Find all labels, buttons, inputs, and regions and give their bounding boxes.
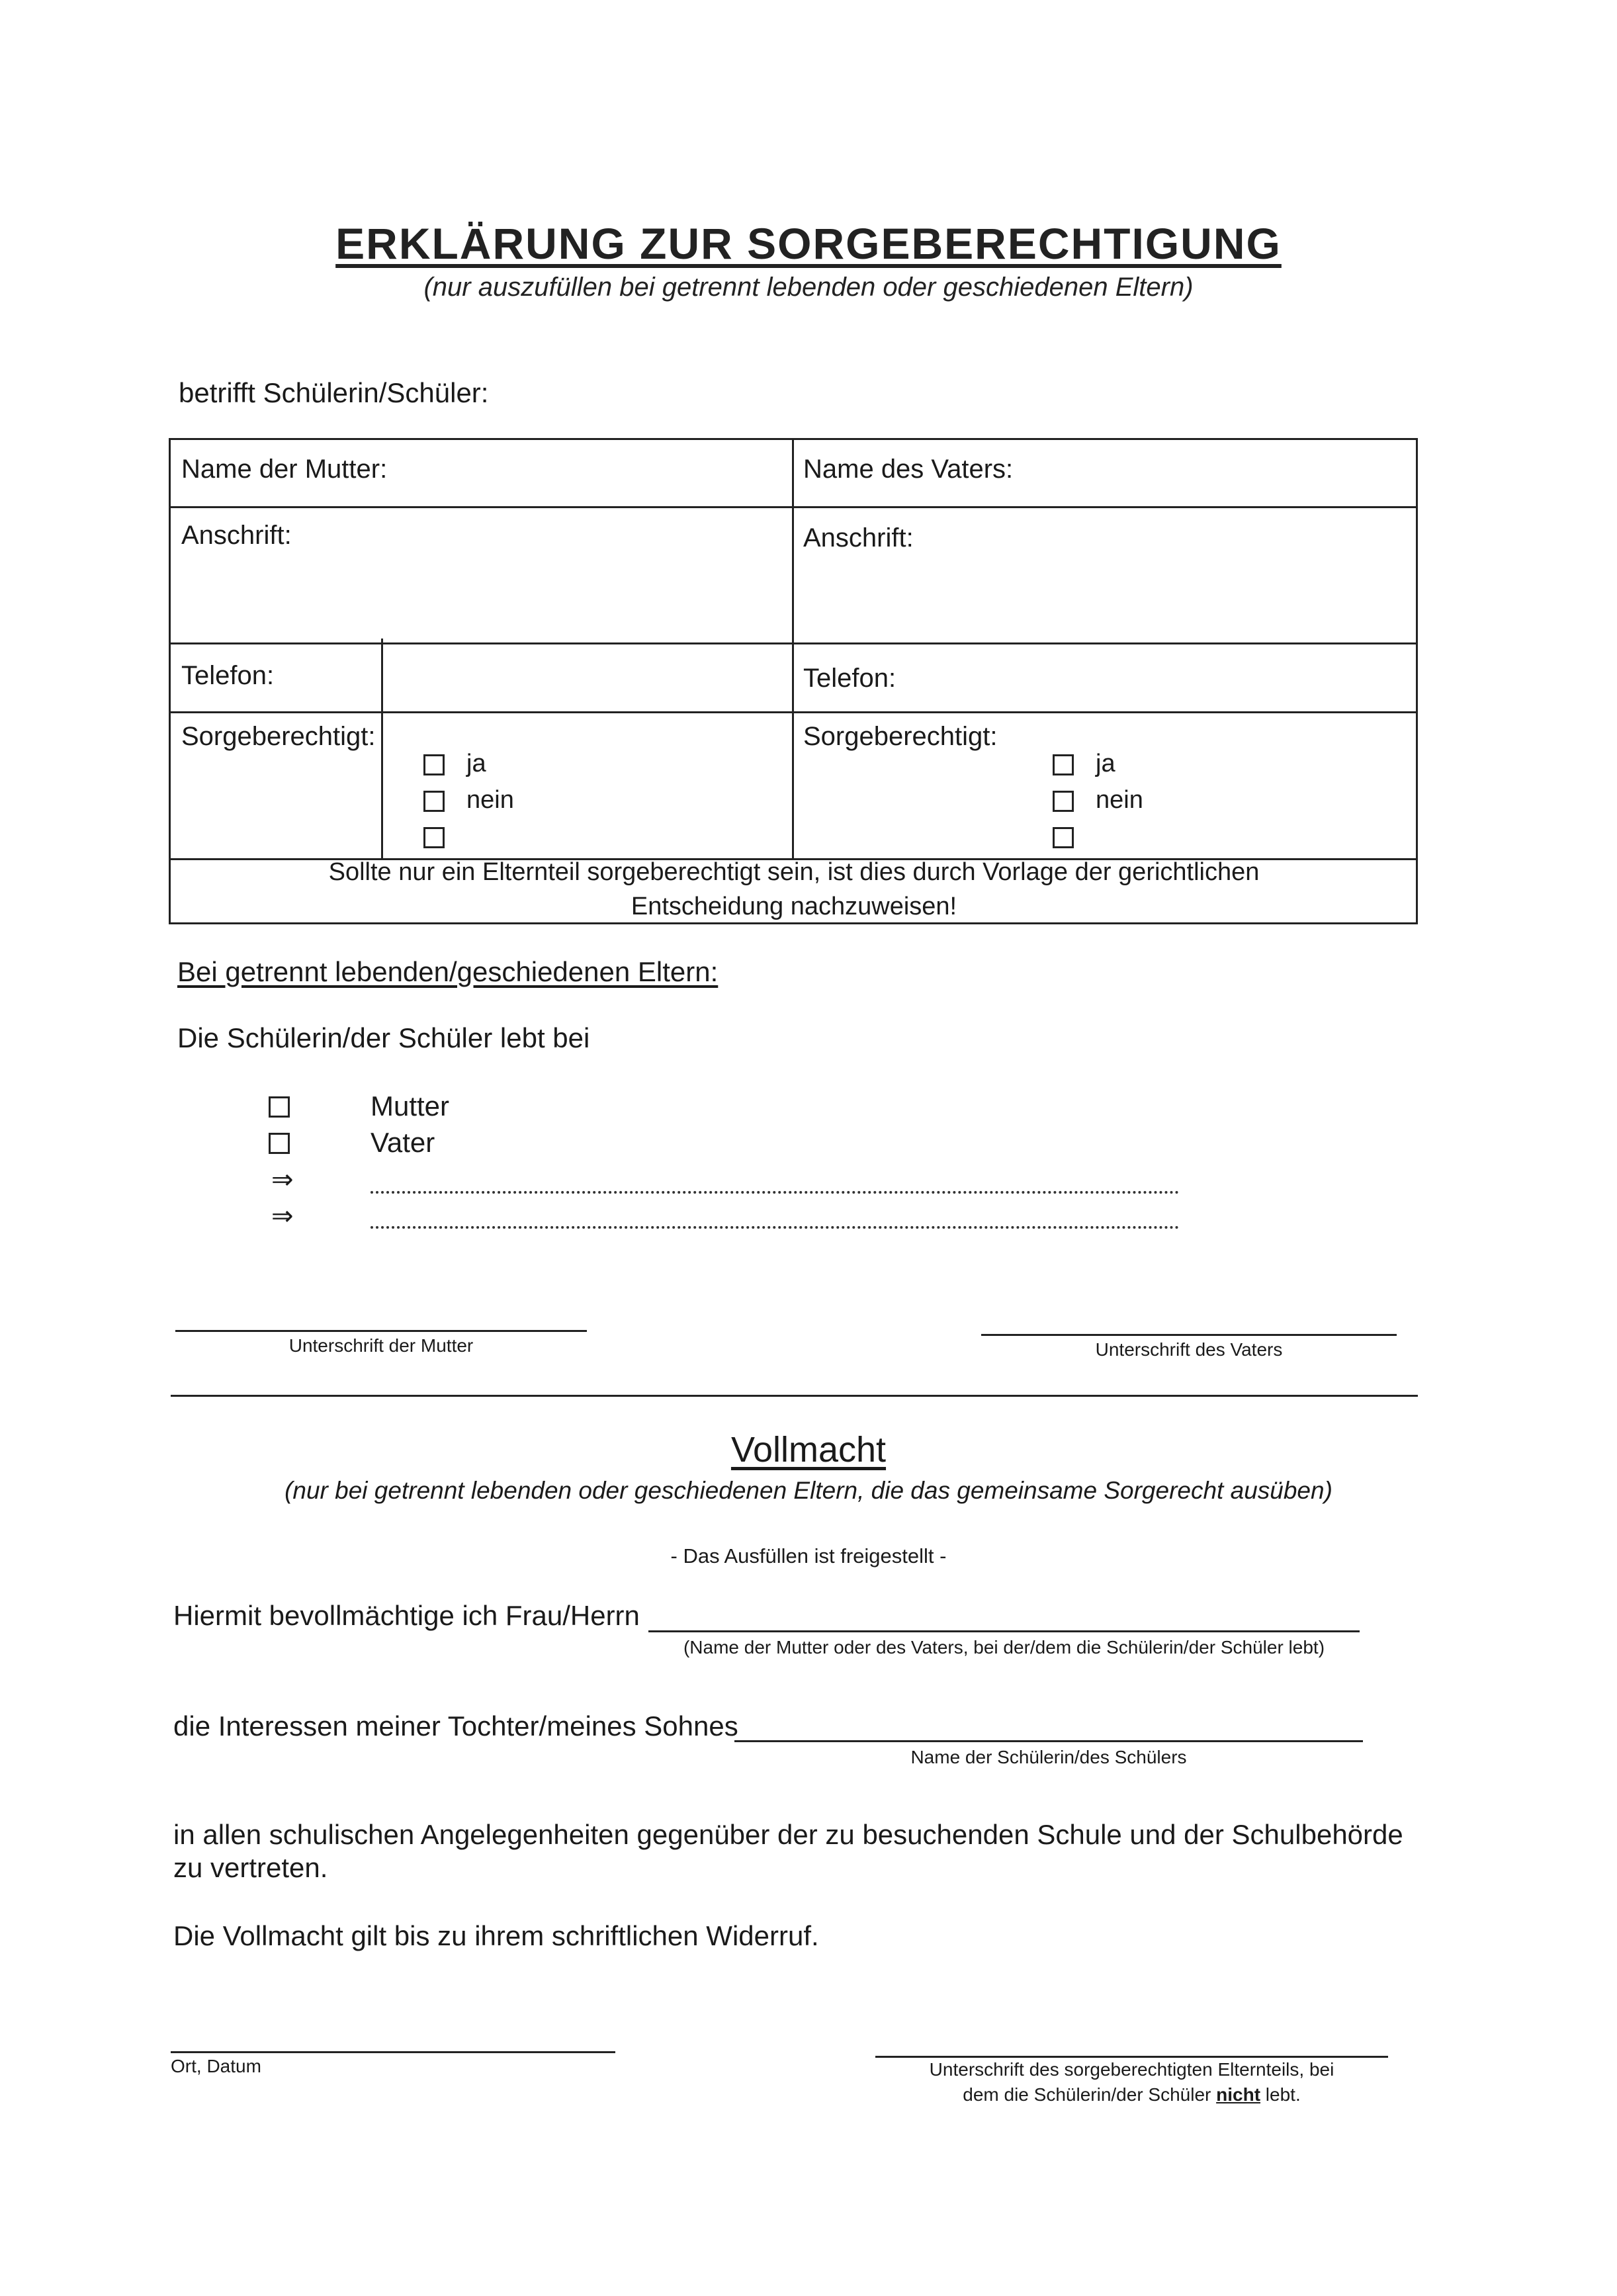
proxy-pupil-name-hint: Name der Schülerin/des Schülers <box>910 1747 1187 1767</box>
pupil-reference-label: betrifft Schülerin/Schüler: <box>179 377 489 408</box>
proxy-authorize-label: Hiermit bevollmächtige ich Frau/Herrn <box>173 1600 640 1631</box>
other-person-line-1[interactable] <box>371 1191 1179 1194</box>
section-divider <box>171 1395 1418 1397</box>
separated-parents-heading: Bei getrennt lebenden/geschiedenen Eltern: <box>177 956 719 987</box>
mother-custody-yes-label: ja <box>466 750 486 777</box>
table-column-divider <box>792 440 794 860</box>
mother-signature-caption: Unterschrift der Mutter <box>288 1335 474 1356</box>
proxy-validity-text: Die Vollmacht gilt bis zu ihrem schriftlichen Widerruf. <box>173 1920 819 1951</box>
proxy-interests-label: die Interessen meiner Tochter/meines Sohnes <box>173 1710 738 1742</box>
mother-custody-extra-checkbox[interactable] <box>423 827 445 848</box>
father-address-label: Anschrift: <box>803 523 914 552</box>
lives-with-label: Die Schülerin/der Schüler lebt bei <box>177 1022 590 1053</box>
proxy-pupil-name-line[interactable] <box>734 1740 1363 1742</box>
table-row-divider <box>171 642 1416 644</box>
father-custody-extra-checkbox[interactable] <box>1053 827 1074 848</box>
other-person-line-2[interactable] <box>371 1226 1179 1229</box>
proxy-subtitle: (nur bei getrennt lebenden oder geschiedenen Eltern, die das gemeinsame Sorgerecht ausüben) <box>284 1477 1333 1504</box>
form-subtitle: (nur auszufüllen bei getrennt lebenden oder geschiedenen Eltern) <box>423 273 1194 302</box>
lives-with-mother-checkbox[interactable] <box>269 1096 290 1118</box>
father-signature-line[interactable] <box>981 1334 1397 1336</box>
custodial-parent-signature-caption-1: Unterschrift des sorgeberechtigten Elternteils, bei <box>929 2059 1334 2080</box>
mother-phone-label: Telefon: <box>181 661 275 690</box>
proxy-represent-text: in allen schulischen Angelegenheiten gegenüber der zu besuchenden Schule und der Schulbehörde zu vertreten. <box>173 1819 1403 1883</box>
lives-with-mother-label: Mutter <box>371 1090 450 1122</box>
custodial-parent-signature-line[interactable] <box>875 2056 1388 2058</box>
father-signature-caption: Unterschrift des Vaters <box>1095 1339 1283 1360</box>
father-phone-label: Telefon: <box>803 664 896 693</box>
father-name-label: Name des Vaters: <box>803 455 1014 484</box>
arrow-icon: ⇒ <box>271 1165 294 1194</box>
place-date-line[interactable] <box>171 2051 615 2053</box>
proxy-parent-name-line[interactable] <box>648 1630 1360 1632</box>
caption-text: dem die Schülerin/der Schüler <box>963 2084 1217 2105</box>
table-row-divider <box>171 506 1416 508</box>
mother-address-label: Anschrift: <box>181 521 292 550</box>
caption-emphasis: nicht <box>1216 2084 1261 2105</box>
father-custody-no-label: nein <box>1096 786 1143 814</box>
father-custody-no-checkbox[interactable] <box>1053 791 1074 812</box>
mother-name-label: Name der Mutter: <box>181 455 388 484</box>
lives-with-father-label: Vater <box>371 1127 435 1158</box>
father-custody-yes-label: ja <box>1096 750 1115 777</box>
place-date-caption: Ort, Datum <box>171 2056 261 2076</box>
father-custody-yes-checkbox[interactable] <box>1053 754 1074 775</box>
lives-with-father-checkbox[interactable] <box>269 1133 290 1154</box>
proxy-title: Vollmacht <box>730 1430 887 1470</box>
custody-proof-notice: Sollte nur ein Elternteil sorgeberechtigt sein, ist dies durch Vorlage der gerichtlichen Entscheidung nachzuweisen! <box>328 858 1260 920</box>
custodial-parent-signature-caption-2 <box>875 2084 1388 2105</box>
form-title: ERKLÄRUNG ZUR SORGEBERECHTIGUNG <box>335 219 1282 268</box>
table-inner-divider <box>381 639 383 860</box>
father-custody-label: Sorgeberechtigt: <box>803 722 998 751</box>
caption-text: lebt. <box>1260 2084 1301 2105</box>
mother-custody-label: Sorgeberechtigt: <box>181 722 376 751</box>
parent-info-table <box>169 438 1418 924</box>
mother-custody-yes-checkbox[interactable] <box>423 754 445 775</box>
mother-custody-no-label: nein <box>466 786 514 814</box>
proxy-parent-name-hint: (Name der Mutter oder des Vaters, bei der/dem die Schülerin/der Schüler lebt) <box>683 1637 1325 1657</box>
mother-custody-no-checkbox[interactable] <box>423 791 445 812</box>
proxy-optional-note: - Das Ausfüllen ist freigestellt - <box>670 1544 947 1567</box>
mother-signature-line[interactable] <box>175 1330 587 1332</box>
arrow-icon: ⇒ <box>271 1202 294 1231</box>
